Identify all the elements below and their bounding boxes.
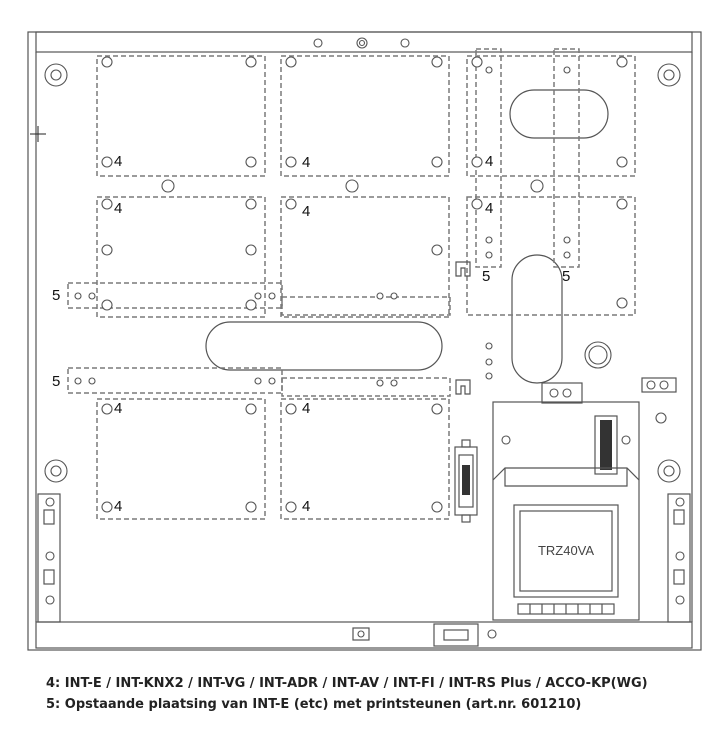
legend-line-4: 4: INT-E / INT-KNX2 / INT-VG / INT-ADR / INT-AV / INT-FI / INT-RS Plus / ACCO-KP(WG) bbox=[46, 676, 648, 691]
label-upright-4: 5 bbox=[562, 268, 571, 285]
label-module-9: 4 bbox=[114, 498, 123, 515]
label-module-4: 4 bbox=[114, 200, 123, 217]
cable-slots bbox=[206, 90, 611, 383]
label-upright-3: 5 bbox=[482, 268, 491, 285]
label-module-8: 4 bbox=[302, 400, 311, 417]
crosshair-cursor-icon bbox=[30, 126, 46, 142]
label-module-6: 4 bbox=[485, 200, 494, 217]
label-module-7: 4 bbox=[114, 400, 123, 417]
label-upright-1: 5 bbox=[52, 287, 61, 304]
label-module-3: 4 bbox=[485, 153, 494, 170]
side-rails bbox=[38, 494, 690, 622]
small-holes bbox=[75, 57, 666, 512]
power-supply-unit bbox=[493, 383, 639, 620]
fuse-holder bbox=[455, 440, 477, 522]
enclosure-outline bbox=[28, 32, 701, 650]
label-module-2: 4 bbox=[302, 154, 311, 171]
legend-line-5: 5: Opstaande plaatsing van INT-E (etc) met printsteunen (art.nr. 601210) bbox=[46, 697, 582, 712]
label-upright-2: 5 bbox=[52, 373, 61, 390]
transformer-label: TRZ40VA bbox=[537, 543, 595, 558]
terminal-block bbox=[642, 378, 676, 392]
mounting-holes bbox=[45, 64, 680, 482]
label-module-5: 4 bbox=[302, 203, 311, 220]
module-outlines bbox=[68, 49, 635, 519]
label-module-1: 4 bbox=[114, 153, 123, 170]
label-module-10: 4 bbox=[302, 498, 311, 515]
clips bbox=[456, 262, 470, 394]
